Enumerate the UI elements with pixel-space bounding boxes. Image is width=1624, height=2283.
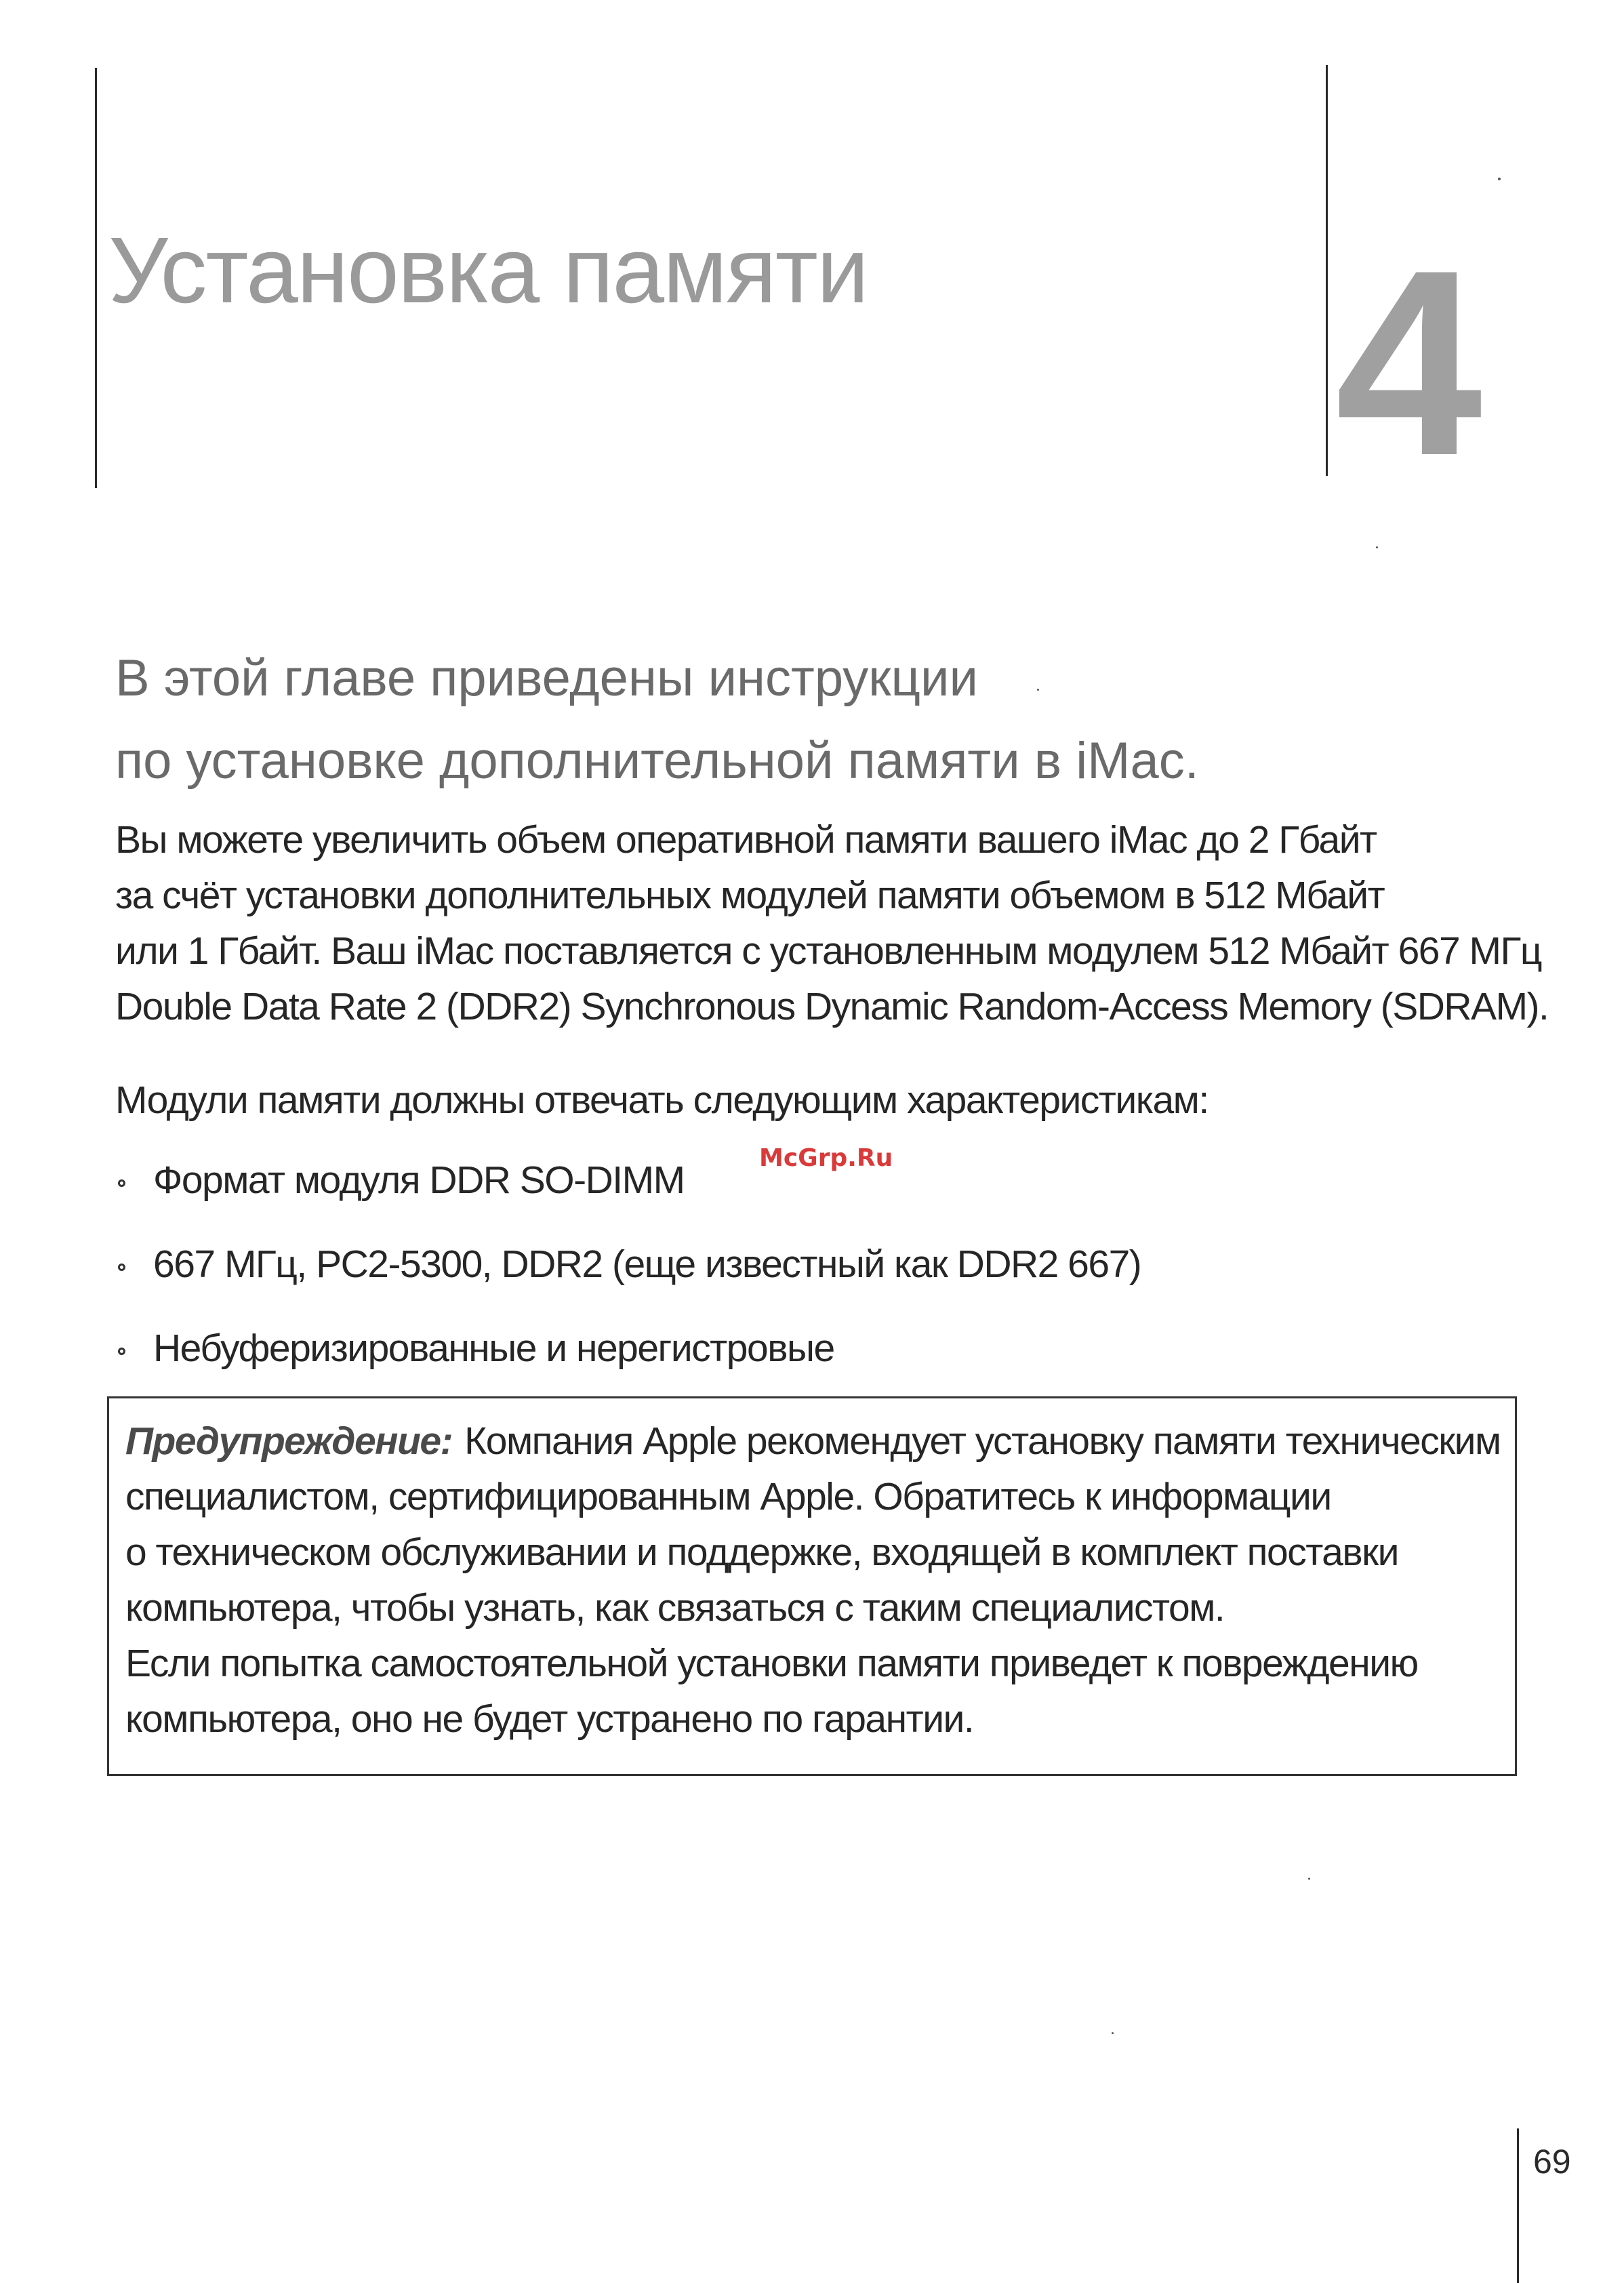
warning-text: Компания Apple рекомендует установку памяти техническим bbox=[464, 1419, 1501, 1463]
requirements-list bbox=[115, 1152, 1141, 1405]
watermark: McGrp.Ru bbox=[759, 1144, 893, 1172]
list-item-text: Формат модуля DDR SO-DIMM bbox=[153, 1158, 685, 1202]
list-item bbox=[115, 1152, 1141, 1236]
scan-speck bbox=[1376, 546, 1378, 548]
scan-speck bbox=[1112, 2032, 1114, 2034]
intro-line: В этой главе приведены инструкции bbox=[115, 649, 978, 707]
warning-label: Предупреждение: bbox=[125, 1419, 453, 1463]
scan-speck bbox=[1308, 1878, 1310, 1880]
warning-line: компьютера, чтобы узнать, как связаться с таким специалистом. bbox=[125, 1586, 1225, 1630]
warning-line: Если попытка самостоятельной установки памяти приведет к повреждению bbox=[125, 1642, 1418, 1685]
page-number: 69 bbox=[1533, 2143, 1571, 2181]
body-line: за счёт установки дополнительных модулей памяти объемом в 512 Мбайт bbox=[115, 874, 1385, 917]
list-item bbox=[115, 1236, 1141, 1320]
bullet-icon bbox=[118, 1179, 125, 1187]
list-item-text: 667 МГц, PC2-5300, DDR2 (еще известный как DDR2 667) bbox=[153, 1242, 1141, 1286]
body-line: или 1 Гбайт. Ваш iMac поставляется с установленным модулем 512 Мбайт 667 МГц bbox=[115, 929, 1542, 973]
page-number-rule bbox=[1517, 2128, 1519, 2283]
list-item-text: Небуферизированные и нерегистровые bbox=[153, 1327, 834, 1370]
intro-line: по установке дополнительной памяти в iMac. bbox=[115, 732, 1199, 790]
body-paragraph bbox=[115, 812, 1548, 1034]
chapter-number: 4 bbox=[1335, 215, 1482, 510]
body-line: Вы можете увеличить объем оперативной памяти вашего iMac до 2 Гбайт bbox=[115, 818, 1377, 862]
warning-line: о техническом обслуживании и поддержке, входящей в комплект поставки bbox=[125, 1531, 1398, 1574]
requirements-intro: Модули памяти должны отвечать следующим характеристикам: bbox=[115, 1078, 1209, 1122]
scan-speck bbox=[1498, 178, 1501, 180]
scan-speck bbox=[1037, 689, 1039, 691]
warning-line: специалистом, сертифицированным Apple. Обратитесь к информации bbox=[125, 1475, 1331, 1518]
chapter-title: Установка памяти bbox=[108, 218, 868, 323]
list-item bbox=[115, 1320, 1141, 1405]
warning-line: компьютера, оно не будет устранено по гарантии. bbox=[125, 1697, 974, 1741]
body-line: Double Data Rate 2 (DDR2) Synchronous Dynamic Random-Access Memory (SDRAM). bbox=[115, 985, 1549, 1028]
chapter-number-rule bbox=[1326, 65, 1328, 476]
chapter-intro bbox=[115, 637, 1199, 803]
bullet-icon bbox=[118, 1264, 125, 1271]
warning-line bbox=[125, 1413, 1499, 1469]
warning-box bbox=[107, 1396, 1517, 1776]
bullet-icon bbox=[118, 1348, 125, 1355]
left-margin-rule bbox=[95, 68, 97, 488]
